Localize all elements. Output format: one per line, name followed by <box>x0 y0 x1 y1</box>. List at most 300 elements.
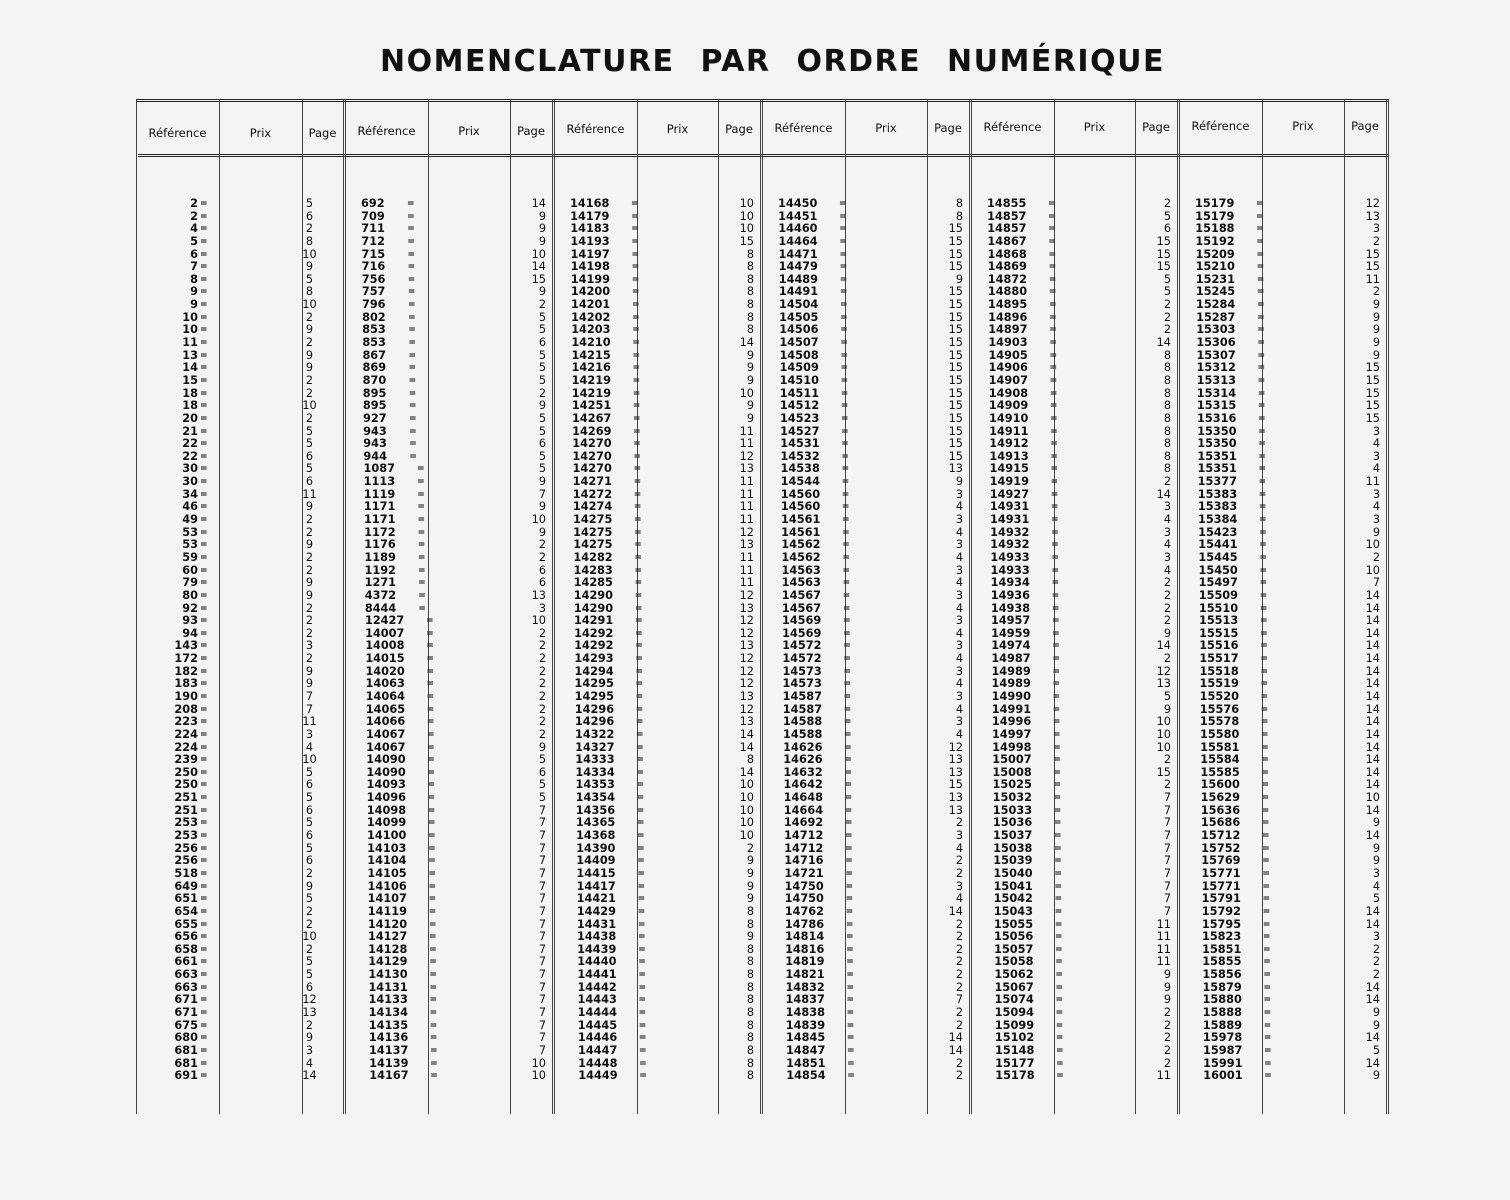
page-number: 14 <box>1365 689 1380 703</box>
page-number: 7 <box>538 1043 546 1057</box>
page-number: 8 <box>746 298 754 312</box>
reference-entry: 14409 <box>576 854 616 868</box>
reference-entry: 14567 <box>781 588 822 602</box>
leader-mark: = <box>1055 970 1063 981</box>
reference-entry: 14989 <box>991 664 1031 678</box>
leader-mark: = <box>1054 831 1062 842</box>
page-number: 4 <box>1163 563 1171 577</box>
page-number: 9 <box>746 879 754 893</box>
leader-mark: = <box>843 666 851 677</box>
reference-entry: 14322 <box>575 727 615 741</box>
table-right-border <box>1386 99 1389 1114</box>
reference-entry: 14267 <box>572 411 612 425</box>
reference-entry: 15287 <box>1196 310 1236 324</box>
page-number: 7 <box>538 1031 546 1045</box>
page-number: 8 <box>955 209 963 223</box>
leader-mark: = <box>200 666 208 677</box>
leader-mark: = <box>845 894 854 905</box>
page-number: 10 <box>531 614 546 628</box>
leader-mark: = <box>633 477 642 488</box>
leader-mark: = <box>1052 641 1060 652</box>
page-number: 2 <box>1372 955 1380 969</box>
page-number: 2 <box>1163 1056 1171 1070</box>
leader-mark: = <box>1050 439 1058 450</box>
leader-mark: = <box>841 464 850 475</box>
leader-mark: = <box>428 894 437 905</box>
page-number: 14 <box>1365 1056 1380 1070</box>
reference-entry: 14510 <box>779 373 819 387</box>
page-number: 2 <box>1163 1043 1171 1057</box>
leader-mark: = <box>409 426 417 437</box>
leader-mark: = <box>430 1045 438 1056</box>
reference-entry: 1271 <box>364 576 397 590</box>
reference-entry: 15179 <box>1195 209 1235 223</box>
leader-mark: = <box>426 717 435 728</box>
page-number: 7 <box>538 1018 546 1032</box>
page-number-column <box>514 198 546 1083</box>
page-number: 9 <box>305 677 314 691</box>
page-number: 2 <box>538 702 546 716</box>
leader-mark: = <box>1052 717 1061 728</box>
page-number: 9 <box>746 411 754 425</box>
leader-mark: = <box>844 780 853 791</box>
leader-mark: = <box>417 464 425 475</box>
leader-mark: = <box>639 1045 647 1056</box>
page-number: 9 <box>1372 1018 1380 1032</box>
leader-mark: = <box>1259 565 1268 576</box>
reference-entry: 14134 <box>368 1006 408 1019</box>
reference-entry: 14932 <box>990 538 1030 552</box>
leader-mark: = <box>632 388 641 399</box>
reference-entry: 658 <box>174 942 198 956</box>
leader-mark: = <box>200 603 208 614</box>
leader-mark: = <box>200 578 208 589</box>
reference-entry: 14507 <box>779 336 819 350</box>
page-number: 9 <box>538 500 546 514</box>
page-number: 9 <box>1163 968 1171 982</box>
reference-entry: 15148 <box>995 1043 1035 1057</box>
leader-mark: = <box>1050 451 1058 462</box>
reference-entry: 14692 <box>783 816 824 830</box>
reference-entry: 15384 <box>1198 513 1238 527</box>
reference-entry: 14936 <box>990 588 1031 602</box>
page-number: 4 <box>1372 437 1380 451</box>
reference-entry: 14910 <box>989 411 1029 425</box>
leader-mark: = <box>200 502 208 513</box>
reference-entry: 143 <box>174 639 198 653</box>
page-number: 7 <box>1163 904 1171 918</box>
page-number: 8 <box>746 1043 754 1057</box>
page-number: 4 <box>1372 500 1380 514</box>
page-number: 8 <box>1163 411 1171 425</box>
leader-mark: = <box>429 944 437 955</box>
page-number: 14 <box>1365 904 1380 918</box>
reference-entry: 671 <box>174 1006 198 1019</box>
page-number: 3 <box>955 639 963 653</box>
leader-mark: = <box>631 224 639 235</box>
page-number: 15 <box>1156 234 1171 248</box>
leader-mark: = <box>839 236 847 247</box>
leader-mark: = <box>839 262 848 273</box>
page-number: 11 <box>739 437 754 451</box>
reference-entry: 15888 <box>1202 1006 1242 1019</box>
page-number: 2 <box>955 854 963 868</box>
reference-entry: 1119 <box>363 487 396 501</box>
reference-entry: 692 <box>361 197 385 210</box>
reference-entry: 14814 <box>784 930 825 944</box>
page-number: 2 <box>1163 601 1171 615</box>
leader-mark: = <box>1054 932 1063 943</box>
page-number: 3 <box>305 639 314 653</box>
reference-entry: 15856 <box>1202 968 1242 982</box>
page-number: 3 <box>955 664 963 678</box>
leader-mark: = <box>1258 464 1267 475</box>
page-number: 14 <box>1365 727 1380 741</box>
page-number: 10 <box>739 816 754 830</box>
reference-entry: 14927 <box>989 487 1030 501</box>
reference-entry: 14664 <box>783 803 824 817</box>
reference-entry: 14560 <box>780 487 821 501</box>
reference-entry: 15179 <box>1195 197 1235 210</box>
leader-mark: = <box>633 489 642 500</box>
leader-mark: = <box>846 995 855 1006</box>
leader-mark: = <box>1051 590 1060 601</box>
leader-mark: = <box>1053 805 1062 816</box>
page-number: 11 <box>739 487 754 501</box>
leader-mark: = <box>1053 742 1061 753</box>
reference-entry: 14139 <box>369 1056 409 1070</box>
reference-entry: 14293 <box>574 652 614 666</box>
reference-entry: 14471 <box>778 247 818 261</box>
page-number: 8 <box>746 1018 754 1032</box>
reference-entry: 15584 <box>1200 753 1240 767</box>
leader-mark: = <box>839 249 848 260</box>
reference-entry: 14508 <box>779 348 819 362</box>
leader-mark: = <box>409 439 417 450</box>
leader-mark: = <box>200 249 208 260</box>
reference-entry: 14991 <box>991 702 1032 716</box>
reference-entry: 671 <box>174 993 198 1007</box>
page-number: 2 <box>1372 942 1380 956</box>
reference-entry: 14712 <box>784 829 824 843</box>
page-number: 2 <box>955 1018 963 1032</box>
page-number: 14 <box>1365 677 1380 691</box>
leader-mark: = <box>1051 540 1059 551</box>
page-number: 13 <box>1365 209 1380 223</box>
reference-entry: 14897 <box>988 323 1028 337</box>
page-number: 2 <box>305 550 314 564</box>
leader-mark: = <box>200 831 208 842</box>
leader-mark: = <box>1257 388 1266 399</box>
page-number: 3 <box>1372 487 1380 501</box>
page-number: 14 <box>1365 917 1380 931</box>
reference-entry: 15043 <box>993 904 1034 918</box>
leader-mark: = <box>637 919 646 930</box>
reference-entry: 250 <box>174 778 198 792</box>
reference-entry: 14199 <box>570 272 611 286</box>
leader-mark: = <box>1053 818 1062 829</box>
page-number: 2 <box>1163 1006 1171 1019</box>
reference-entry: 15038 <box>993 841 1033 855</box>
reference-entry: 22 <box>182 449 198 463</box>
header-prix: Prix <box>458 124 480 138</box>
reference-entry: 14443 <box>577 993 617 1007</box>
reference-entry: 14832 <box>785 980 825 994</box>
page-number: 9 <box>746 866 754 880</box>
reference-entry: 14098 <box>366 803 407 817</box>
reference-entry: 14903 <box>988 336 1028 350</box>
page-number: 11 <box>1156 942 1171 956</box>
reference-entry: 9 <box>190 298 198 312</box>
reference-entry: 1171 <box>363 500 396 514</box>
leader-mark: = <box>1049 350 1057 361</box>
reference-entry: 14721 <box>784 866 824 880</box>
leader-mark: = <box>1258 413 1266 424</box>
leader-mark: = <box>638 970 646 981</box>
reference-entry: 15007 <box>992 753 1032 767</box>
leader-mark: = <box>843 691 852 702</box>
page-number: 12 <box>739 626 754 640</box>
leader-mark: = <box>417 565 426 576</box>
leader-mark: = <box>638 982 646 993</box>
reference-entry: 14219 <box>571 373 611 387</box>
leader-mark: = <box>200 944 208 955</box>
leader-mark: = <box>1054 856 1062 867</box>
reference-entry: 796 <box>361 298 386 312</box>
page-number: 14 <box>1365 614 1380 628</box>
leader-mark: = <box>1259 540 1267 551</box>
page-number: 9 <box>746 373 754 387</box>
leader-mark: = <box>840 325 848 336</box>
page-number: 10 <box>1365 791 1380 805</box>
leader-mark: = <box>637 843 645 854</box>
leader-mark: = <box>637 906 646 917</box>
page-number: 14 <box>739 765 754 779</box>
reference-entry: 14292 <box>574 639 614 653</box>
page-number: 2 <box>305 601 314 615</box>
leader-mark: = <box>1050 426 1058 437</box>
leader-mark: = <box>426 641 434 652</box>
divider <box>1135 99 1136 1114</box>
reference-entry: 14415 <box>576 866 616 880</box>
leader-mark: = <box>200 401 208 412</box>
page-number: 13 <box>739 462 754 476</box>
page-number: 10 <box>739 222 754 236</box>
leader-mark: = <box>843 679 852 690</box>
reference-entry: 14295 <box>574 677 614 691</box>
page-number: 2 <box>538 727 546 741</box>
leader-mark: = <box>427 780 436 791</box>
page-number: 4 <box>955 841 963 855</box>
leader-mark: = <box>1257 363 1266 374</box>
reference-entry: 14786 <box>784 917 825 931</box>
leader-mark: = <box>1257 350 1265 361</box>
reference-entry: 14905 <box>988 348 1028 362</box>
reference-entry: 2 <box>190 197 198 210</box>
leader-mark: = <box>636 793 645 804</box>
header-page: Page <box>1142 120 1170 134</box>
reference-entry: 14573 <box>782 677 822 691</box>
page-number: 5 <box>305 765 314 779</box>
page-number: 2 <box>1163 576 1171 590</box>
leader-mark: = <box>1049 325 1057 336</box>
reference-entry: 21 <box>182 424 198 438</box>
header-separator <box>138 154 1388 157</box>
reference-entry: 14911 <box>989 424 1029 438</box>
leader-mark: = <box>633 426 641 437</box>
page-number: 11 <box>739 563 754 577</box>
page-number: 8 <box>1163 449 1171 463</box>
page-number: 8 <box>746 310 754 324</box>
leader-mark: = <box>200 1033 208 1044</box>
page-number: 14 <box>1365 980 1380 994</box>
reference-entry: 14819 <box>785 955 825 969</box>
reference-entry: 14129 <box>368 955 408 969</box>
page-number: 8 <box>1163 399 1171 413</box>
page-number: 4 <box>955 500 963 514</box>
reference-entry: 14295 <box>574 689 614 703</box>
page-number: 15 <box>948 348 963 362</box>
leader-mark: = <box>1262 868 1270 879</box>
leader-mark: = <box>840 401 849 412</box>
page-number: 13 <box>948 753 963 767</box>
leader-mark: = <box>1256 300 1265 311</box>
page-number: 7 <box>538 1006 546 1019</box>
leader-mark: = <box>632 350 640 361</box>
leader-mark: = <box>840 312 848 323</box>
page-number: 15 <box>948 310 963 324</box>
page-number: 5 <box>538 323 546 337</box>
page-number: 3 <box>955 614 963 628</box>
page-number: 4 <box>955 892 963 906</box>
reference-entry: 15303 <box>1196 323 1236 337</box>
reference-entry: 15518 <box>1199 664 1239 678</box>
reference-entry: 943 <box>363 437 387 451</box>
leader-mark: = <box>1053 767 1061 778</box>
page-number: 9 <box>538 475 546 489</box>
page-number: 8 <box>746 942 754 956</box>
leader-mark: = <box>1261 729 1269 740</box>
reference-entry: 14957 <box>990 614 1031 628</box>
page-number: 12 <box>739 525 754 539</box>
page-number: 7 <box>538 879 546 893</box>
leader-mark: = <box>635 628 643 639</box>
reference-entry: 895 <box>362 386 387 400</box>
reference-entry: 14201 <box>570 298 611 312</box>
page-number: 10 <box>302 298 317 312</box>
header-prix: Prix <box>249 126 272 140</box>
reference-entry: 853 <box>362 323 386 337</box>
leader-mark: = <box>200 338 208 349</box>
page-number: 5 <box>305 437 314 451</box>
leader-mark: = <box>843 641 851 652</box>
page-number: 3 <box>955 715 963 729</box>
leader-mark: = <box>429 970 437 981</box>
page-number: 10 <box>302 247 317 261</box>
leader-mark: = <box>417 527 426 538</box>
page-number: 14 <box>1365 1031 1380 1045</box>
leader-mark: = <box>1051 603 1060 614</box>
leader-mark: = <box>200 515 208 526</box>
page-number: 3 <box>1372 513 1380 527</box>
reference-entry: 1189 <box>364 550 396 564</box>
page-number: 5 <box>538 411 546 425</box>
reference-entry: 253 <box>174 829 198 843</box>
page-number: 9 <box>305 323 314 337</box>
reference-entry: 14120 <box>367 917 408 931</box>
reference-entry: 224 <box>174 727 198 741</box>
page-number: 2 <box>1163 323 1171 337</box>
reference-entry: 14996 <box>991 715 1032 729</box>
reference-entry: 867 <box>362 348 387 362</box>
reference-entry: 14572 <box>782 639 822 653</box>
page-number: 5 <box>305 841 314 855</box>
leader-mark: = <box>426 628 434 639</box>
leader-mark: = <box>426 691 435 702</box>
page-number: 14 <box>1156 336 1171 350</box>
page-number: 4 <box>1163 538 1171 552</box>
page-number: 4 <box>955 677 963 691</box>
leader-mark: = <box>200 325 208 336</box>
reference-entry: 14987 <box>991 652 1031 666</box>
page-number: 14 <box>1365 740 1380 754</box>
header-reference: Référence <box>148 126 207 140</box>
leader-mark: = <box>639 1058 647 1069</box>
leader-mark: = <box>840 375 849 386</box>
leader-mark: = <box>200 957 208 968</box>
leader-mark: = <box>635 654 643 665</box>
reference-entry: 15102 <box>994 1031 1035 1045</box>
page-number: 9 <box>1372 1069 1380 1083</box>
reference-entry: 15039 <box>993 854 1033 868</box>
page-number: 10 <box>531 513 546 527</box>
leader-mark: = <box>632 375 641 386</box>
leader-mark: = <box>844 729 852 740</box>
page-number: 3 <box>955 563 963 577</box>
reference-entry: 14845 <box>785 1031 826 1045</box>
leader-mark: = <box>1049 363 1058 374</box>
reference-entry: 15178 <box>995 1069 1035 1083</box>
reference-entry: 895 <box>362 399 387 413</box>
leader-mark: = <box>427 805 436 816</box>
page-number-column <box>722 198 754 1083</box>
leader-mark: = <box>1257 375 1266 386</box>
page-number: 7 <box>1163 803 1171 817</box>
page-number: 7 <box>538 942 546 956</box>
page-number: 4 <box>955 525 963 539</box>
reference-entry: 14442 <box>577 980 617 994</box>
reference-entry: 15513 <box>1198 614 1239 628</box>
leader-mark: = <box>426 704 435 715</box>
page-number: 15 <box>1156 247 1171 261</box>
leader-mark: = <box>1055 1020 1064 1031</box>
leader-mark: = <box>1054 894 1063 905</box>
leader-mark: = <box>200 464 208 475</box>
reference-entry: 15032 <box>992 791 1032 805</box>
page-number: 6 <box>538 563 546 577</box>
reference-entry: 14104 <box>367 854 407 868</box>
leader-mark: = <box>417 552 426 563</box>
leader-mark: = <box>407 249 416 260</box>
leader-mark: = <box>632 363 641 374</box>
leader-mark: = <box>1053 729 1061 740</box>
reference-entry: 869 <box>362 361 387 375</box>
reference-entry: 14867 <box>987 234 1027 248</box>
page-number: 3 <box>1372 222 1380 236</box>
reference-entry: 14440 <box>577 955 617 969</box>
page-number: 4 <box>955 626 963 640</box>
leader-mark: = <box>637 856 645 867</box>
